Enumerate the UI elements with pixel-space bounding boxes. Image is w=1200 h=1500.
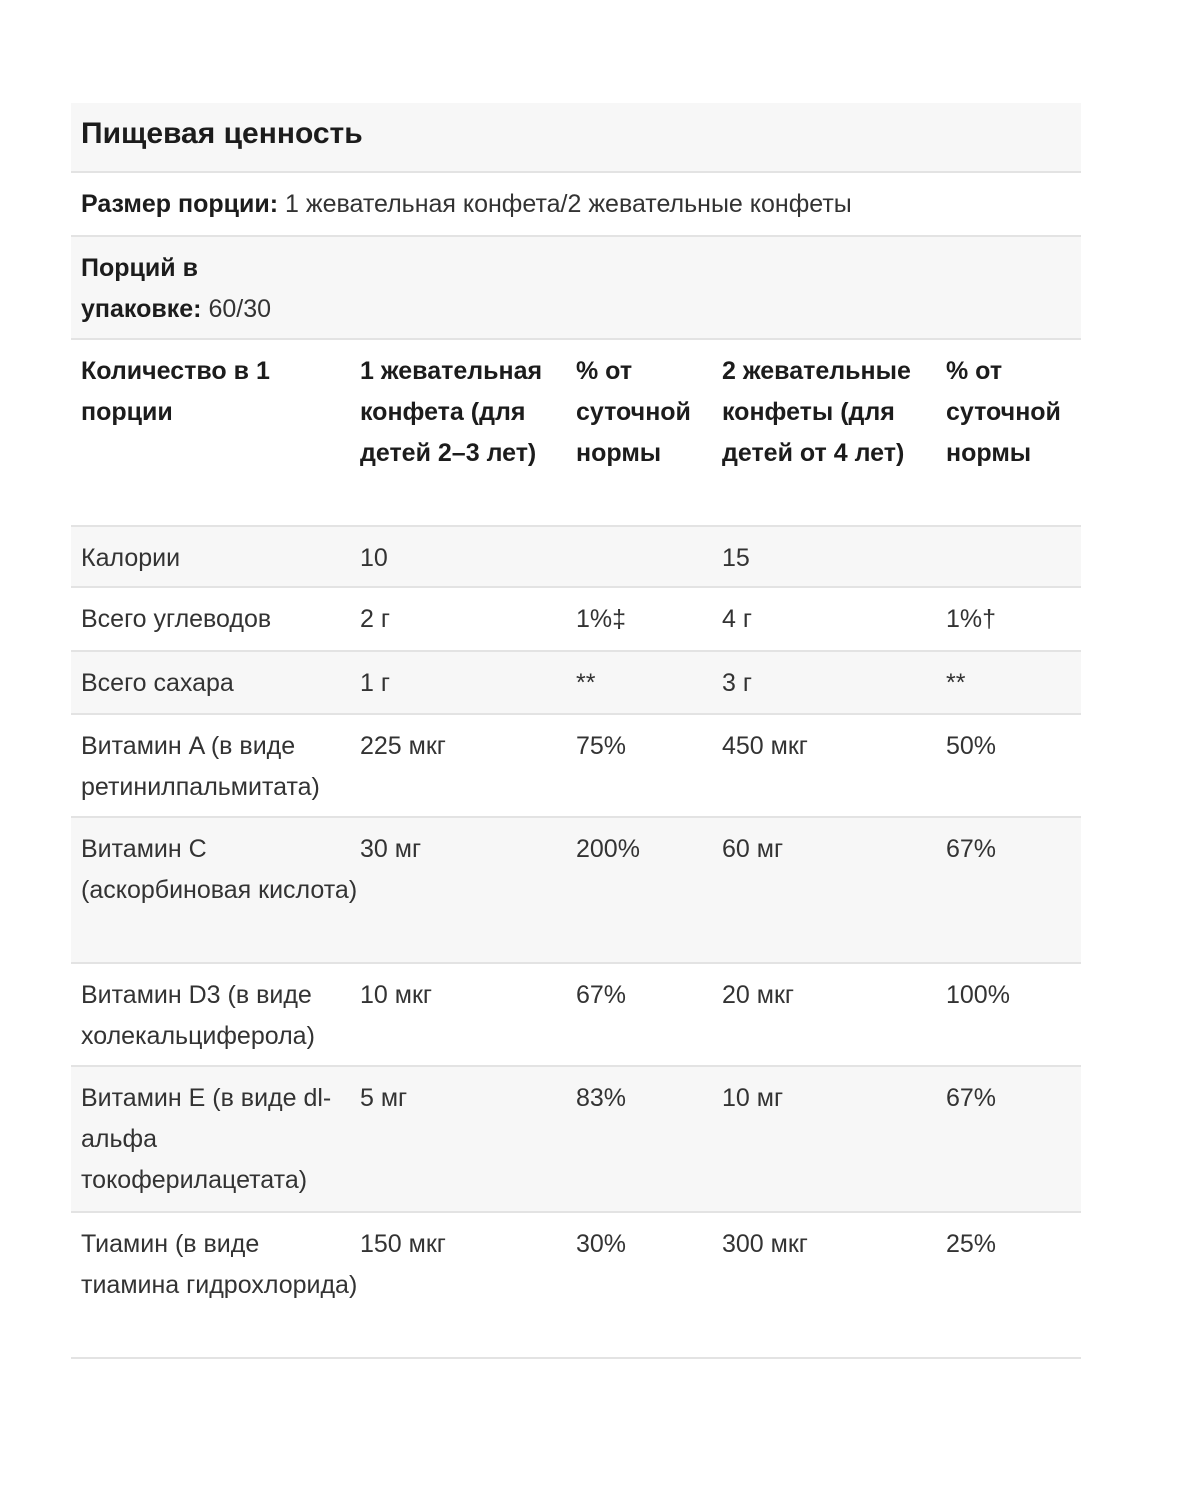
amount-two-gummies: 15 [722, 544, 750, 572]
amount-one-gummy: 1 г [360, 669, 390, 697]
amount-two-gummies: 60 мг [722, 835, 784, 863]
daily-value-one-gummy [576, 527, 722, 586]
table-row [71, 1067, 1081, 1213]
servings-per-container-row [71, 237, 1081, 340]
nutrient-name: Калории [81, 544, 181, 572]
table-row [71, 588, 1081, 652]
amount-two-gummies: 3 г [722, 669, 752, 697]
serving-size-value: 1 жевательная конфета/2 жевательные конфеты [285, 190, 852, 218]
servings-value: 60/30 [208, 295, 271, 323]
serving-size-label: Размер порции: [81, 190, 279, 218]
daily-value-one-gummy: 75% [576, 732, 627, 760]
daily-value-two-gummies: 67% [946, 835, 997, 863]
amount-one-gummy: 225 мкг [360, 732, 446, 760]
amount-one-gummy: 10 [360, 544, 388, 572]
daily-value-two-gummies: 1%† [946, 605, 997, 633]
table-row [71, 527, 1081, 588]
table-row [71, 964, 1081, 1067]
header-two-gummies: 2 жевательные конфеты (для детей от 4 лет) [722, 357, 911, 467]
daily-value-two-gummies: 67% [946, 1084, 997, 1112]
header-amount-per-serving: Количество в 1 порции [81, 357, 270, 426]
daily-value-one-gummy: 30% [576, 1230, 627, 1258]
amount-two-gummies: 450 мкг [722, 732, 808, 760]
amount-two-gummies: 300 мкг [722, 1230, 808, 1258]
amount-one-gummy: 2 г [360, 605, 390, 633]
nutrient-name: Витамин C (аскорбиновая кислота) [81, 835, 358, 904]
daily-value-one-gummy: 67% [576, 981, 627, 1009]
header-daily-value-2: % от суточной нормы [946, 357, 1061, 467]
table-row [71, 1213, 1081, 1359]
amount-one-gummy: 30 мг [360, 835, 422, 863]
daily-value-one-gummy: 83% [576, 1084, 627, 1112]
nutrient-name: Тиамин (в виде тиамина гидрохлорида) [81, 1230, 358, 1299]
amount-two-gummies: 20 мкг [722, 981, 794, 1009]
header-one-gummy: 1 жевательная конфета (для детей 2–3 лет) [360, 357, 543, 467]
servings-label-line2: упаковке: [81, 295, 202, 323]
table-row [71, 652, 1081, 715]
panel-title: Пищевая ценность [71, 103, 1081, 173]
daily-value-two-gummies: 50% [946, 732, 997, 760]
servings-label-line1: Порций в [81, 254, 198, 282]
nutrient-name: Витамин D3 (в виде холекальциферола) [81, 981, 315, 1050]
daily-value-one-gummy: 1%‡ [576, 605, 627, 633]
nutrient-name: Витамин E (в виде dl-альфа токоферилацетата) [81, 1084, 332, 1194]
serving-size-row [71, 173, 1081, 237]
nutrient-name: Витамин A (в виде ретинилпальмитата) [81, 732, 320, 801]
amount-two-gummies: 4 г [722, 605, 752, 633]
amount-one-gummy: 150 мкг [360, 1230, 446, 1258]
daily-value-one-gummy: 200% [576, 835, 640, 863]
amount-one-gummy: 5 мг [360, 1084, 408, 1112]
table-row [71, 818, 1081, 964]
nutrient-name: Всего сахара [81, 669, 234, 697]
header-daily-value-1: % от суточной нормы [576, 357, 691, 467]
amount-two-gummies: 10 мг [722, 1084, 784, 1112]
nutrition-facts-panel [71, 103, 1081, 1359]
table-header-row [71, 340, 1081, 527]
daily-value-two-gummies: 100% [946, 981, 1010, 1009]
daily-value-two-gummies: ** [946, 669, 966, 697]
table-row [71, 715, 1081, 818]
daily-value-one-gummy: ** [576, 669, 596, 697]
amount-one-gummy: 10 мкг [360, 981, 432, 1009]
daily-value-two-gummies [946, 527, 1081, 586]
daily-value-two-gummies: 25% [946, 1230, 997, 1258]
nutrient-name: Всего углеводов [81, 605, 272, 633]
